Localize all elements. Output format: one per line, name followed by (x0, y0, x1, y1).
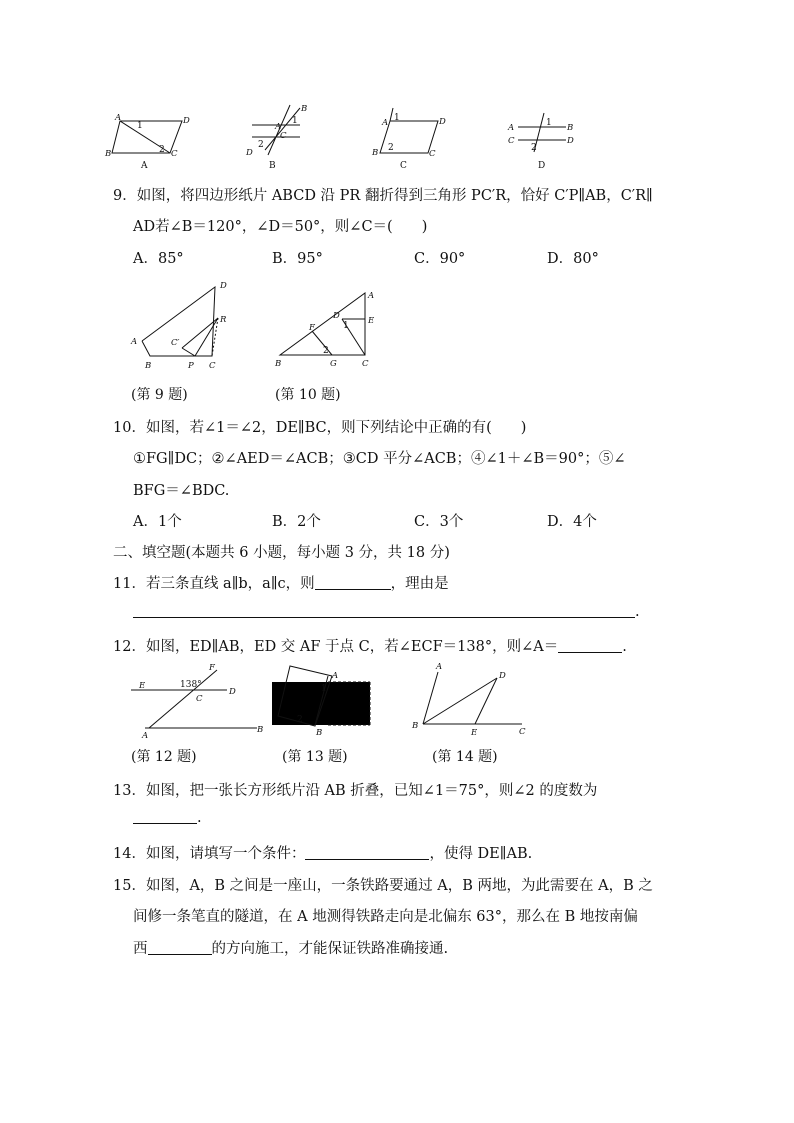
section-heading: 二、填空题(本题共 6 小题，每小题 3 分，共 18 分) (113, 545, 450, 561)
q10-option-a: A．1个 (133, 514, 182, 530)
svg-text:F: F (209, 663, 215, 673)
q11-text-after: ，理由是 (390, 576, 449, 592)
svg-text:D: D (246, 148, 253, 158)
q11-end: . (635, 604, 640, 620)
q12-text-before: 12．如图，ED∥AB，ED 交 AF 于点 C，若∠ECF＝138°，则∠A＝ (113, 639, 559, 655)
svg-text:A: A (332, 671, 339, 681)
q15-text-after: 的方向施工，才能保证铁路准确接通. (211, 941, 449, 957)
svg-text:D: D (499, 671, 506, 681)
svg-text:A: A (142, 731, 149, 740)
svg-text:1: 1 (137, 121, 143, 131)
svg-text:D: D (333, 311, 340, 321)
svg-text:R: R (220, 315, 227, 325)
q10-option-d: D．4个 (547, 514, 597, 530)
q15-text-line2: 间修一条笔直的隧道，在 A 地测得铁路走向是北偏东 63°，那么在 B 地按南偏 (133, 909, 638, 925)
q15-text-before: 西 (133, 941, 148, 957)
q13-figure (272, 666, 370, 738)
q14-blank[interactable] (305, 846, 429, 860)
svg-text:E: E (471, 728, 478, 738)
q11-blank-2[interactable] (133, 604, 635, 618)
q9-caption: (第 9 题) (131, 387, 188, 403)
q8-figure-c (371, 108, 446, 171)
q10-option-c: C．3个 (414, 514, 464, 530)
svg-text:C: C (209, 361, 216, 371)
svg-text:P: P (188, 361, 194, 371)
svg-text:D: D (220, 281, 227, 291)
q9-text-line1: 9．如图，将四边形纸片 ABCD 沿 PR 翻折得到三角形 PC′R，恰好 C′P∥AB，C′R∥ (113, 188, 653, 204)
svg-text:B: B (275, 359, 282, 369)
q10-caption: (第 10 题) (275, 387, 341, 403)
q12-figure (131, 663, 263, 740)
q8-figures (100, 100, 600, 175)
q12-end: . (622, 639, 627, 655)
q9-text-line2: AD若∠B＝120°，∠D＝50°，则∠C＝( ) (133, 219, 428, 235)
q15-text-line3 (133, 937, 448, 958)
q10-text-line3: BFG＝∠BDC. (133, 483, 230, 499)
q8-label-a: A (141, 161, 148, 171)
svg-text:C: C (171, 149, 178, 159)
svg-text:1: 1 (343, 321, 349, 331)
q11-blank-1[interactable] (315, 576, 391, 590)
svg-text:A: A (508, 123, 515, 133)
q14-text-before: 14．如图，请填写一个条件： (113, 846, 306, 862)
svg-text:C′: C′ (171, 338, 180, 348)
q12-angle-label: 138° (180, 680, 202, 690)
q10-figure (274, 291, 375, 369)
svg-text:A: A (368, 291, 375, 301)
q9-option-c: C．90° (414, 251, 466, 267)
svg-text:G: G (330, 359, 337, 369)
svg-text:2: 2 (388, 143, 394, 153)
svg-text:B: B (145, 361, 152, 371)
q8-figure-d (507, 113, 574, 171)
q13-caption: (第 13 题) (282, 749, 348, 765)
svg-text:B: B (105, 149, 112, 159)
svg-text:1: 1 (321, 684, 327, 694)
q8-label-b: B (269, 161, 276, 171)
q13-text-line1: 13．如图，把一张长方形纸片沿 AB 折叠，已知∠1＝75°，则∠2 的度数为 (113, 783, 598, 799)
q10-text-line1: 10．如图，若∠1＝∠2，DE∥BC，则下列结论中正确的有( ) (113, 420, 527, 436)
svg-text:D: D (229, 687, 236, 697)
q9-option-d: D．80° (547, 251, 599, 267)
svg-text:B: B (567, 123, 574, 133)
svg-text:A: A (382, 118, 389, 128)
q13-blank[interactable] (133, 810, 197, 824)
svg-text:2: 2 (159, 145, 165, 155)
q15-blank[interactable] (148, 941, 212, 955)
svg-text:2: 2 (531, 143, 537, 153)
svg-text:C: C (508, 136, 515, 146)
q10-option-b: B．2个 (272, 514, 321, 530)
svg-text:B: B (257, 725, 264, 735)
svg-text:1: 1 (546, 118, 552, 128)
q10-text-line2: ①FG∥DC；②∠AED＝∠ACB；③CD 平分∠ACB；④∠1＋∠B＝90°；⑤∠ (133, 451, 626, 467)
svg-text:D: D (439, 117, 446, 127)
q14-text (113, 842, 532, 863)
q8-figure-a (104, 113, 190, 171)
q9-option-b: B．95° (272, 251, 323, 267)
q11-text-before: 11．若三条直线 a∥b，a∥c，则 (113, 576, 315, 592)
svg-text:B: B (316, 728, 323, 738)
svg-text:2: 2 (258, 140, 264, 150)
q15-text-line1: 15．如图，A，B 之间是一座山，一条铁路要通过 A，B 两地，为此需要在 A，B 之 (113, 878, 653, 894)
svg-text:C: C (280, 131, 287, 141)
svg-text:1: 1 (292, 116, 298, 126)
svg-text:B: B (301, 104, 308, 114)
q9-option-a: A．85° (133, 251, 184, 267)
q12-text (113, 635, 627, 656)
svg-text:E: E (368, 316, 375, 326)
svg-text:C: C (196, 694, 203, 704)
svg-text:D: D (567, 136, 574, 146)
svg-text:F: F (309, 323, 315, 333)
q12-blank[interactable] (558, 639, 622, 653)
svg-text:2: 2 (323, 346, 329, 356)
q12-caption: (第 12 题) (131, 749, 197, 765)
q8-label-d: D (538, 161, 546, 171)
svg-text:2: 2 (297, 715, 303, 725)
svg-text:E: E (139, 681, 146, 691)
q8-figure-b (245, 104, 307, 171)
svg-text:A: A (115, 113, 122, 123)
q11-reason-line (133, 604, 640, 620)
q11-text (113, 572, 449, 593)
svg-text:B: B (412, 721, 419, 731)
svg-text:A: A (275, 122, 282, 132)
q14-figure (411, 662, 526, 738)
q13-end: . (197, 810, 202, 826)
svg-text:C: C (519, 727, 526, 737)
svg-text:B: B (372, 148, 379, 158)
svg-text:A: A (131, 337, 138, 347)
svg-text:A: A (436, 662, 443, 672)
q14-text-after: ，使得 DE∥AB. (429, 846, 533, 862)
q14-caption: (第 14 题) (432, 749, 498, 765)
svg-text:1: 1 (394, 113, 400, 123)
q13-answer-line (133, 810, 202, 826)
svg-text:C: C (429, 149, 436, 159)
svg-text:C: C (362, 359, 369, 369)
q8-label-c: C (400, 161, 407, 171)
q9-figure (130, 281, 227, 371)
q9-q10-figures (125, 278, 395, 373)
q12-q14-figures (125, 660, 535, 740)
svg-text:D: D (183, 116, 190, 126)
